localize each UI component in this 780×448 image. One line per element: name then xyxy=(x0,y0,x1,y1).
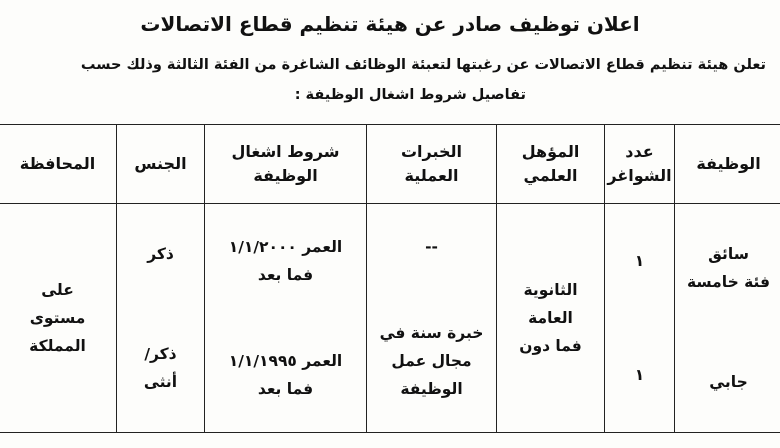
announcement-intro xyxy=(14,50,766,110)
experience-cell xyxy=(367,204,497,433)
header-governorate: المحافظة xyxy=(0,125,117,204)
governorate-shared: على مستوى المملكة xyxy=(29,281,86,355)
conditions-collector: العمر ١/١/١٩٩٥ فما بعد xyxy=(228,352,343,398)
experience-driver: -- xyxy=(425,238,438,256)
conditions-driver: العمر ١/١/٢٠٠٠ فما بعد xyxy=(228,238,343,284)
job-driver: سائق فئة خامسة xyxy=(686,245,771,291)
job-collector: جابي xyxy=(709,373,748,391)
experience-collector: خبرة سنة في مجال عمل الوظيفة xyxy=(379,324,484,398)
jobs-table xyxy=(0,124,780,433)
header-vacancies: عدد الشواغر xyxy=(605,125,675,204)
gender-driver: ذكر xyxy=(147,245,174,263)
header-gender: الجنس xyxy=(117,125,205,204)
table-header-row xyxy=(0,125,780,204)
qualification-shared: الثانوية العامة فما دون xyxy=(519,281,582,355)
intro-line-1: تعلن هيئة تنظيم قطاع الاتصالات عن رغبتها لتعبئة الوظائف الشاغرة من الفئة الثالثة وذلك حسب xyxy=(80,57,766,73)
header-conditions: شروط اشغال الوظيفة xyxy=(205,125,367,204)
header-qualification: المؤهل العلمي xyxy=(497,125,605,204)
gender-collector: ذكر/ أنثى xyxy=(143,345,178,391)
table-row xyxy=(0,204,780,433)
announcement-title: اعلان توظيف صادر عن هيئة تنظيم قطاع الاتصالات xyxy=(140,12,640,36)
vacancies-cell xyxy=(605,204,675,433)
intro-line-2: تفاصيل شروط اشغال الوظيفة : xyxy=(294,87,526,103)
qualification-cell xyxy=(497,204,605,433)
vacancies-collector: ١ xyxy=(634,366,645,384)
header-job: الوظيفة xyxy=(675,125,780,204)
vacancies-driver: ١ xyxy=(634,252,645,270)
header-experience: الخبرات العملية xyxy=(367,125,497,204)
governorate-cell xyxy=(0,204,117,433)
conditions-cell xyxy=(205,204,367,433)
gender-cell xyxy=(117,204,205,433)
job-cell xyxy=(675,204,780,433)
